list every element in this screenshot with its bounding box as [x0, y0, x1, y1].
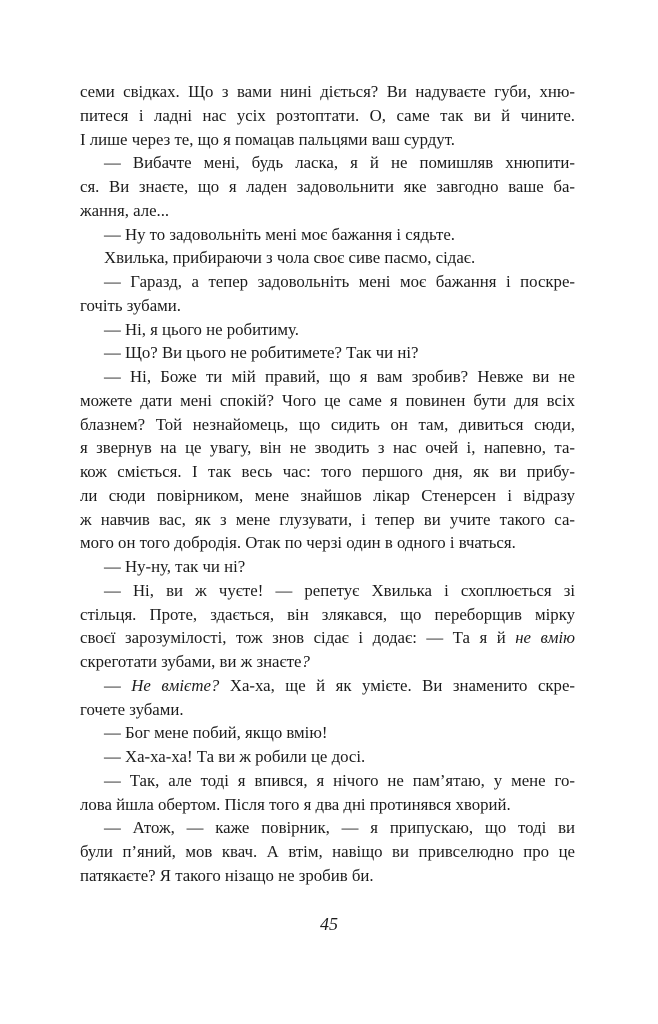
text-line	[80, 840, 575, 864]
text-line	[80, 484, 575, 508]
text-run: семи свідках. Що з вами нині діється? Ви надуваєте губи, хню-	[80, 82, 575, 101]
text-line	[80, 294, 575, 318]
italic-run: не вмію	[515, 628, 575, 648]
paragraph	[80, 318, 575, 342]
text-line	[80, 246, 575, 270]
text-line	[80, 508, 575, 532]
text-line	[80, 270, 575, 294]
text-line	[80, 413, 575, 437]
text-line	[80, 436, 575, 460]
text-run: — Ну-ну, так чи ні?	[104, 557, 246, 576]
paragraph	[80, 270, 575, 318]
text-line	[80, 816, 575, 840]
text-line	[80, 531, 575, 555]
text-run: патякаєте? Я такого нізащо не зробив би.	[80, 865, 374, 885]
text-run: лова йшла обертом. Після того я два дні протинявся хворий.	[80, 794, 511, 814]
text-line	[80, 318, 575, 342]
paragraph	[80, 816, 575, 887]
text-run: скреготати зубами, ви ж знаєте	[80, 652, 302, 671]
text-run: ли сюди повірником, мене знайшов лікар Стенерсен і відразу	[80, 485, 575, 505]
text-line	[80, 365, 575, 389]
text-run: я звернув на це увагу, він не зводить з нас очей і, напевно, та-	[80, 438, 575, 458]
text-run: — Так, але тоді я впився, я нічого не пам’ятаю, у мене го-	[104, 770, 575, 790]
text-run: своєї зарозумілості, тож знов сідає і додає: — Та я й	[80, 628, 516, 648]
text-run: І лише через те, що я помацав пальцями ваш сурдут.	[80, 129, 455, 149]
paragraph	[80, 745, 575, 769]
body-text	[80, 80, 575, 888]
text-line	[80, 460, 575, 484]
text-run: Хвилька, прибираючи з чола своє сиве пасмо, сідає.	[104, 248, 476, 268]
text-run: гочете зубами.	[80, 699, 184, 719]
page-number: 45	[320, 914, 338, 934]
paragraph	[80, 223, 575, 247]
italic-run: ?	[301, 652, 310, 671]
text-run: були п’яний, мов квач. А втім, навіщо ви привселюдно про це	[80, 842, 575, 861]
text-run: — Атож, — каже повірник, — я припускаю, що тоді ви	[104, 818, 575, 838]
text-line	[80, 341, 575, 365]
text-run: ж навчив вас, як з мене глузувати, і тепер ви учите такого са-	[80, 509, 575, 529]
text-run: — Гаразд, а тепер задовольніть мені моє бажання і поскре-	[104, 272, 575, 291]
text-line	[80, 864, 575, 888]
italic-run: Не вмієте?	[131, 675, 220, 695]
text-line	[80, 793, 575, 817]
text-run: — Ха-ха-ха! Та ви ж робили це досі.	[104, 747, 366, 766]
text-line	[80, 223, 575, 247]
text-line	[80, 698, 575, 722]
text-run: — Бог мене побий, якщо вмію!	[104, 723, 328, 743]
text-run: жання, але...	[80, 200, 170, 220]
text-run: — Вибачте мені, будь ласка, я й не помишляв хнюпити-	[104, 153, 575, 173]
text-line	[80, 175, 575, 199]
text-run: мого он того добродія. Отак по черзі один в одного і вчаться.	[80, 533, 516, 553]
text-run: Ха-ха, ще й як умієте. Ви знаменито скре-	[219, 675, 575, 695]
text-run: —	[104, 675, 132, 695]
text-line	[80, 626, 575, 650]
text-line	[80, 555, 575, 579]
text-run: блазнем? Той незнайомець, що сидить он там, дивиться сюди,	[80, 414, 575, 434]
paragraph	[80, 721, 575, 745]
text-line	[80, 769, 575, 793]
text-run: питеся і ладні нас усіх розтоптати. О, саме так ви й чините.	[80, 105, 575, 125]
text-run: стільця. Проте, здається, він злякався, що переборщив мірку	[80, 604, 575, 624]
text-line	[80, 151, 575, 175]
text-run: — Ні, я цього не робитиму.	[104, 319, 299, 339]
text-run: — Ну то задовольніть мені моє бажання і сядьте.	[104, 224, 455, 244]
paragraph	[80, 674, 575, 722]
paragraph	[80, 80, 575, 151]
text-line	[80, 80, 575, 104]
text-run: можете дати мені спокій? Чого це саме я повинен бути для всіх	[80, 390, 575, 410]
text-line	[80, 199, 575, 223]
text-line	[80, 745, 575, 769]
text-run: — Ні, ви ж чуєте! — репетує Хвилька і схоплюється зі	[104, 580, 575, 600]
text-line	[80, 579, 575, 603]
paragraph	[80, 555, 575, 579]
text-run: кож сміється. І так весь час: того першого дня, як ви прибу-	[80, 462, 575, 481]
paragraph	[80, 769, 575, 817]
text-line	[80, 721, 575, 745]
paragraph	[80, 246, 575, 270]
text-line	[80, 128, 575, 152]
text-line	[80, 603, 575, 627]
paragraph	[80, 151, 575, 222]
text-run: гочіть зубами.	[80, 295, 181, 315]
text-run: ся. Ви знаєте, що я ладен задовольнити яке завгодно ваше ба-	[80, 177, 575, 196]
text-line	[80, 104, 575, 128]
text-line	[80, 674, 575, 698]
paragraph	[80, 341, 575, 365]
text-run: — Що? Ви цього не робитимете? Так чи ні?	[104, 343, 419, 363]
text-line	[80, 650, 575, 674]
text-line	[80, 389, 575, 413]
paragraph	[80, 365, 575, 555]
text-run: — Ні, Боже ти мій правий, що я вам зробив? Невже ви не	[104, 367, 575, 386]
paragraph	[80, 579, 575, 674]
